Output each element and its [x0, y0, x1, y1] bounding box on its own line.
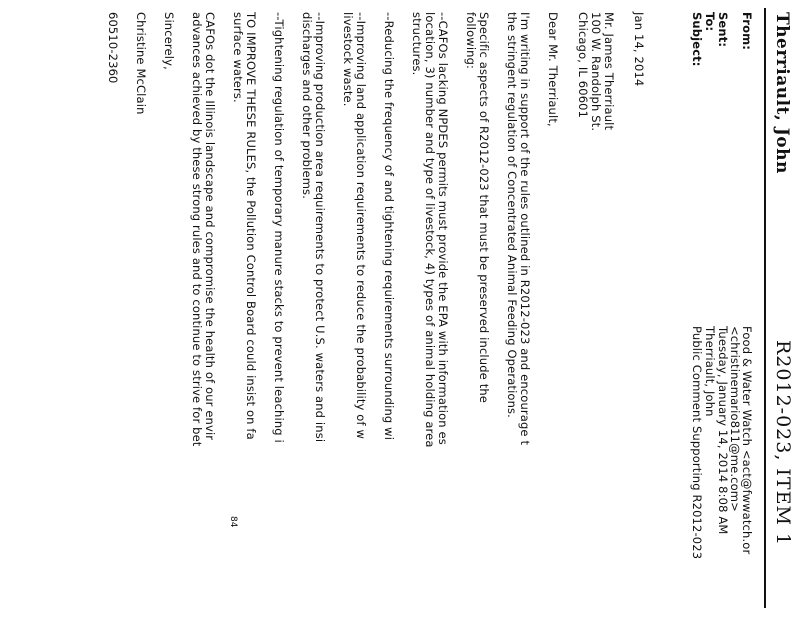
signature-name: Christine McClain [134, 12, 148, 115]
paragraph-4-line-2: advances achieved by these strong rules and to continue to strive for bet [190, 12, 204, 447]
signature-zip: 60510-2360 [106, 12, 120, 84]
sent-value: Tuesday, January 14, 2014 8:08 AM [716, 326, 730, 535]
subject-value: Public Comment Supporting R2012-023 [690, 326, 704, 560]
from-label: From: [740, 12, 754, 51]
to-label: To: [703, 12, 717, 32]
address-line-3: Chicago, IL 60601 [576, 12, 590, 119]
sender-heading: Therriault, John [772, 12, 792, 174]
from-value: Food & Water Watch <act@fwwatch.or [740, 326, 754, 555]
letter-date: Jan 14, 2014 [632, 12, 646, 87]
bullet-3-line-1: --Improving land application requirements to reduce the probability of w [354, 12, 368, 440]
address-line-1: Mr. James Therriault [602, 12, 616, 131]
paragraph-3-line-1: TO IMPROVE THESE RULES, the Pollution Control Board could insist on fa [244, 12, 258, 440]
subject-label: Subject: [690, 12, 704, 67]
sent-label: Sent: [716, 12, 730, 48]
docket-banner: R2012-023, ITEM 1 [772, 340, 794, 547]
page-number: 84 [228, 516, 238, 528]
bullet-2-line-1: --Reducing the frequency of and tightening requirements surrounding wi [382, 12, 396, 441]
bullet-4-line-2: discharges and other problems. [300, 12, 314, 200]
bullet-5-line-1: --Tightening regulation of temporary manure stacks to prevent leaching i [272, 12, 286, 443]
paragraph-1-line-2: the stringent regulation of Concentrated Animal Feeding Operations. [505, 12, 519, 418]
paragraph-3-line-2: surface waters. [231, 12, 245, 103]
address-line-2: 100 W. Randolph St. [589, 12, 603, 132]
bullet-1-line-1: --CAFOs lacking NPDES permits must provide the EPA with information es [436, 12, 450, 445]
paragraph-2-line-1: Specific aspects of R2012-023 that must be preserved include the [477, 12, 491, 404]
bullet-3-line-2: livestock waste. [341, 12, 355, 107]
paragraph-1-line-1: I'm writing in support of the rules outlined in R2012-023 and encourage t [518, 12, 532, 446]
bullet-1-line-2: location, 3) number and type of livestock, 4) types of animal holding area [423, 12, 437, 448]
paragraph-2-line-2: following: [464, 12, 478, 70]
from-email: <christinemario811@me.com> [728, 326, 742, 512]
salutation: Dear Mr. Therriault, [546, 12, 560, 127]
bullet-1-line-3: structures. [410, 12, 424, 76]
closing: Sincerely, [162, 12, 176, 70]
to-value: Therriault, John [703, 326, 717, 417]
paragraph-4-line-1: CAFOs dot the Illinois landscape and compromise the health of our envir [203, 12, 217, 441]
header-divider [764, 8, 766, 608]
bullet-4-line-1: --Improving production area requirements to protect U.S. waters and insi [313, 12, 327, 443]
